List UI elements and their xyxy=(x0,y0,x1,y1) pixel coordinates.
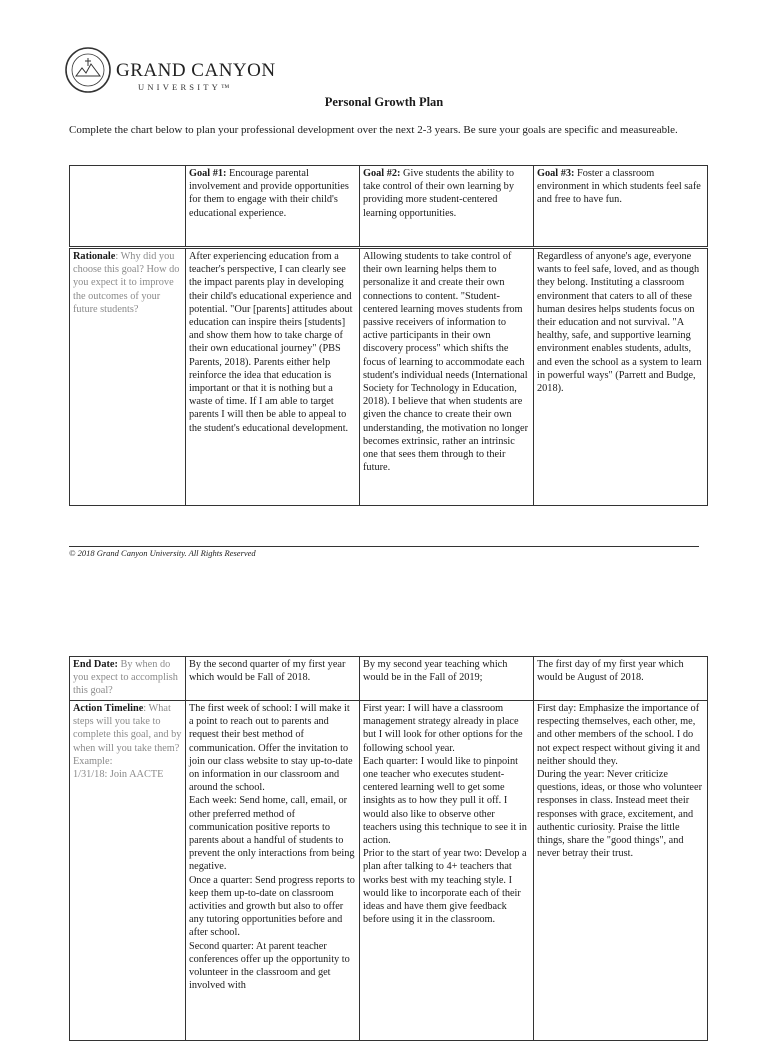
timeline-goal-1-step: Once a quarter: Send progress reports to keep them up-to-date on classroom activities and growth but also to offer any tutoring opportunities before and after school. xyxy=(189,874,355,939)
university-logo xyxy=(64,46,276,102)
rationale-goal-3: Regardless of anyone's age, everyone wants to feel safe, loved, and as though they belong. Instituting a classroom environment that caters to all of these human desires helps students focus on their education and not survival. "A healthy, safe, and supportive learning environment enables students, adults, and even the school as a system to learn in powerful ways" (Parrett and Budge, 2018). xyxy=(534,248,708,506)
goal-3-text: Foster a classroom environment in which students feel safe and free to have fun. xyxy=(537,168,701,206)
goal-3-label: Goal #3: xyxy=(537,168,575,179)
end-date-goal-1: By the second quarter of my first year which would be Fall of 2018. xyxy=(186,657,360,701)
table-row-end-date xyxy=(70,657,708,701)
rationale-prompt: : Why did you choose this goal? How do you expect it to improve the outcomes of your future students? xyxy=(73,251,180,315)
logo-name: GRAND CANYON xyxy=(116,60,276,81)
end-date-goal-2: By my second year teaching which would be in the Fall of 2019; xyxy=(360,657,534,701)
page-title: Personal Growth Plan xyxy=(324,95,444,109)
rationale-goal-2: Allowing students to take control of their own learning helps them to personalize it and create their own connections to content. "Student-centered learning moves students from passive receivers of information to active participants in their own discovery process" which shifts the focus of learning to accommodate each student's individual needs (International Society for Technology in Education, 2018). I believe that when students are given the chance to create their own understanding, the motivation no longer becomes extrinsic, rather an intrinsic one that sees them through to their future. xyxy=(360,248,534,506)
timeline-goal-2-step: Prior to the start of year two: Develop a plan after talking to 4+ teachers that works best with my teaching style. I would like to incorporate each of their ideas and have them give feedback before using it in the classroom. xyxy=(363,848,527,926)
empty-header-cell xyxy=(70,166,186,248)
timeline-header-cell xyxy=(70,701,186,1041)
timeline-prompt: : What steps will you take to complete this goal, and by when will you take them? Example: xyxy=(73,703,182,767)
table-row-goals xyxy=(70,166,708,248)
intro-text: Complete the chart below to plan your professional development over the next 2-3 years. Be sure your goals are specific and measureable. xyxy=(69,124,678,136)
timeline-example: 1/31/18: Join AACTE xyxy=(73,769,164,781)
goal-1-label: Goal #1: xyxy=(189,168,227,179)
growth-plan-table-page-2 xyxy=(69,656,708,1041)
timeline-goal-3-step: First day: Emphasize the importance of respecting themselves, each other, me, and other members of the school. I do not expect respect without giving it and neither should they. xyxy=(537,703,700,767)
end-date-header-cell xyxy=(70,657,186,701)
end-date-goal-3: The first day of my first year which would be August of 2018. xyxy=(534,657,708,701)
goal-3-cell xyxy=(534,166,708,248)
timeline-goal-1-step: Second quarter: At parent teacher conferences offer up the opportunity to volunteer in the classroom and get involved with xyxy=(189,940,350,992)
rationale-goal-1: After experiencing education from a teacher's perspective, I can clearly see the impact parents play in developing their child's educational experience and potential. "Our [parents] attitudes about education can inspire theirs [students] and show them how to take charge of their own educational journey" (PBS Parents, 2018). Parents either help reinforce the idea that education is important or that it is nothing but a waste of time. If I am able to target parents I will then be able to appeal to the student's educational development. xyxy=(186,248,360,506)
goal-1-cell xyxy=(186,166,360,248)
timeline-goal-2-step: Each quarter: I would like to pinpoint one teacher who executes student-centered learning well to get some insights as to how they pull it off. I would also like to observe other teachers using this technique to see it in action. xyxy=(363,755,527,847)
goal-1-text: Encourage parental involvement and provide opportunities for them to engage with their child's educational experience. xyxy=(189,168,349,219)
timeline-goal-1 xyxy=(186,701,360,1041)
university-seal-icon xyxy=(64,46,112,94)
timeline-goal-3-step: During the year: Never criticize questions, ideas, or those who volunteer responses in class. Instead meet their responses with grace, excitement, and authentic curiosity. Praise the little things, share the "good things", and never betray their trust. xyxy=(537,769,703,860)
timeline-label: Action Timeline xyxy=(73,703,144,714)
table-row-rationale xyxy=(70,248,708,506)
timeline-goal-2-step: First year: I will have a classroom management strategy already in place but I will look for other options for the following school year. xyxy=(363,703,523,754)
goal-2-text: Give students the ability to take control of their own learning by providing more student-centered learning opportunities. xyxy=(363,168,515,219)
end-date-prompt: By when do you expect to accomplish this goal? xyxy=(73,659,178,697)
timeline-goal-1-step: Each week: Send home, call, email, or other preferred method of communication positive reports to parents about a handful of students to prevent the only interactions from being negative. xyxy=(189,795,355,873)
timeline-goal-3 xyxy=(534,701,708,1041)
rationale-label: Rationale xyxy=(73,251,116,262)
end-date-label: End Date: xyxy=(73,659,118,670)
logo-subtitle: UNIVERSITY™ xyxy=(138,82,233,92)
goal-2-cell xyxy=(360,166,534,248)
timeline-goal-1-step: The first week of school: I will make it a point to reach out to parents and request their best method of communication. Offer the invitation to join our class website to stay up-to-date on information in our classroom and around the school. xyxy=(189,703,353,794)
goal-2-label: Goal #2: xyxy=(363,168,401,179)
timeline-goal-2 xyxy=(360,701,534,1041)
growth-plan-table-page-1 xyxy=(69,165,708,506)
rationale-header-cell xyxy=(70,248,186,506)
footer-divider xyxy=(69,546,699,547)
table-row-action-timeline xyxy=(70,701,708,1041)
copyright-footer: © 2018 Grand Canyon University. All Rights Reserved xyxy=(69,548,256,558)
